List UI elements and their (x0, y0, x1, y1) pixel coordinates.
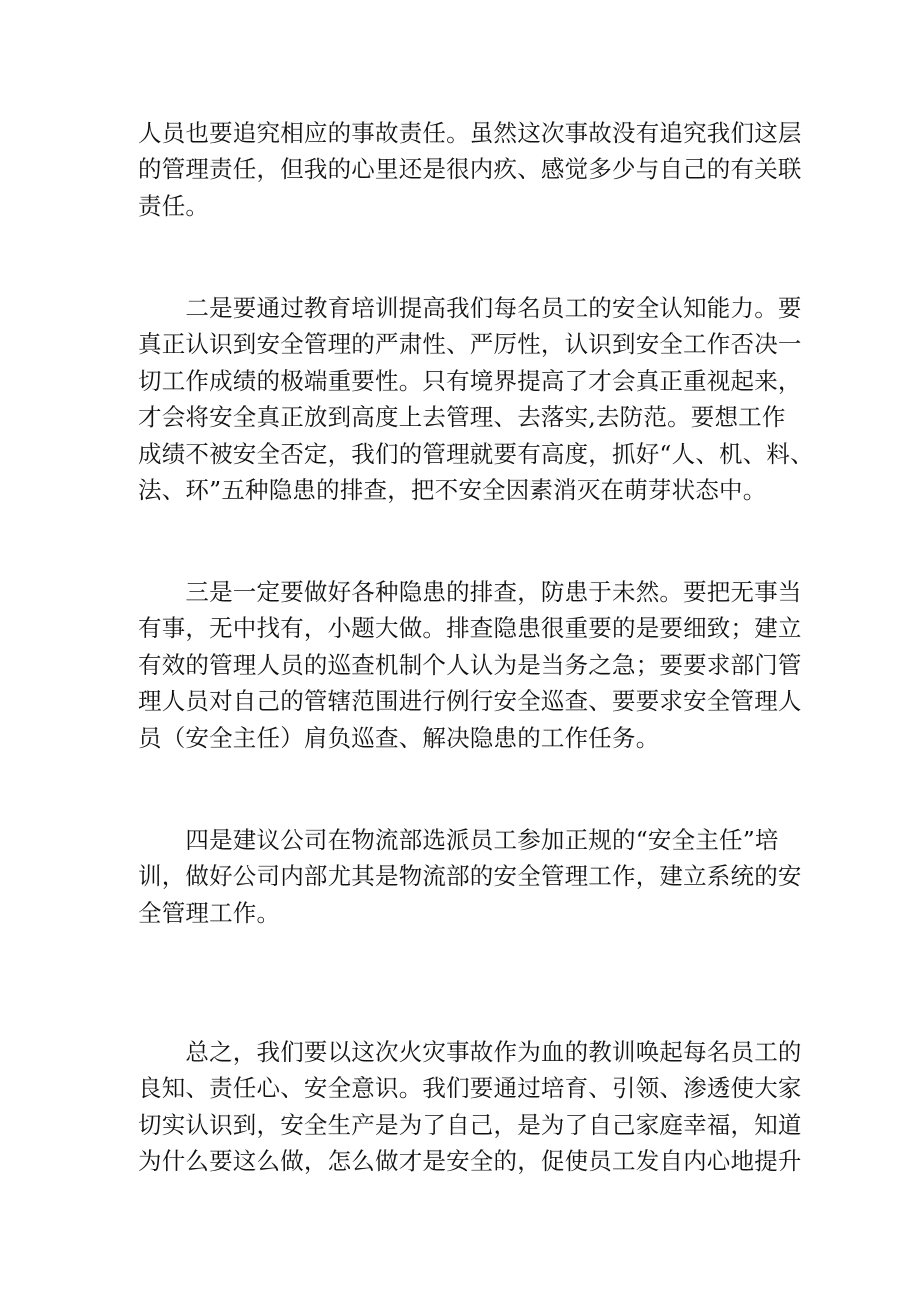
paragraph-line: 法、环”五种隐患的排查，把不安全因素消灭在萌芽状态中。 (138, 476, 767, 505)
paragraph-line: 有事，无中找有，小题大做。排查隐患很重要的是要细致；建立 (138, 614, 802, 643)
paragraph-line: 责任。 (138, 191, 210, 220)
paragraph-line: 真正认识到安全管理的严肃性、严厉性，认识到安全工作否决一 (138, 330, 802, 359)
paragraph-line: 才会将安全真正放到高度上去管理、去落实,去防范。要想工作 (138, 403, 786, 432)
paragraph-conclusion (138, 1034, 802, 1180)
paragraph-line: 四是建议公司在物流部选派员工参加正规的“安全主任”培 (138, 826, 779, 854)
paragraph-line: 切实认识到，安全生产是为了自己，是为了自己家庭幸福，知道 (138, 1110, 802, 1139)
paragraph-line: 切工作成绩的极端重要性。只有境界提高了才会真正重视起来， (138, 366, 802, 395)
paragraph-safety-officer (138, 822, 802, 931)
paragraph-line: 理人员对自己的管辖范围进行例行安全巡查、要要求安全管理人 (138, 687, 802, 716)
paragraph-line: 良知、责任心、安全意识。我们要通过培育、引领、渗透使大家 (138, 1074, 802, 1103)
paragraph-accountability (138, 115, 802, 224)
paragraph-line: 总之，我们要以这次火灾事故作为血的教训唤起每名员工的 (138, 1038, 802, 1066)
paragraph-line: 二是要通过教育培训提高我们每名员工的安全认知能力。要 (138, 294, 802, 322)
paragraph-line: 员（安全主任）肩负巡查、解决隐患的工作任务。 (138, 723, 660, 752)
paragraph-hazard-inspection (138, 574, 802, 756)
paragraph-line: 训，做好公司内部尤其是物流部的安全管理工作，建立系统的安 (138, 862, 802, 891)
paragraph-line: 的管理责任，但我的心里还是很内疚、感觉多少与自己的有关联 (138, 155, 802, 184)
paragraph-line: 三是一定要做好各种隐患的排查，防患于未然。要把无事当 (138, 578, 802, 606)
paragraph-line: 全管理工作。 (138, 898, 281, 927)
paragraph-line: 人员也要追究相应的事故责任。虽然这次事故没有追究我们这层 (138, 119, 802, 147)
paragraph-line: 为什么要这么做，怎么做才是安全的，促使员工发自内心地提升 (138, 1147, 802, 1176)
paragraph-training (138, 290, 814, 508)
paragraph-line: 成绩不被安全否定，我们的管理就要有高度，抓好“人、机、料、 (138, 439, 814, 468)
paragraph-line: 有效的管理人员的巡查机制个人认为是当务之急；要要求部门管 (138, 650, 802, 679)
